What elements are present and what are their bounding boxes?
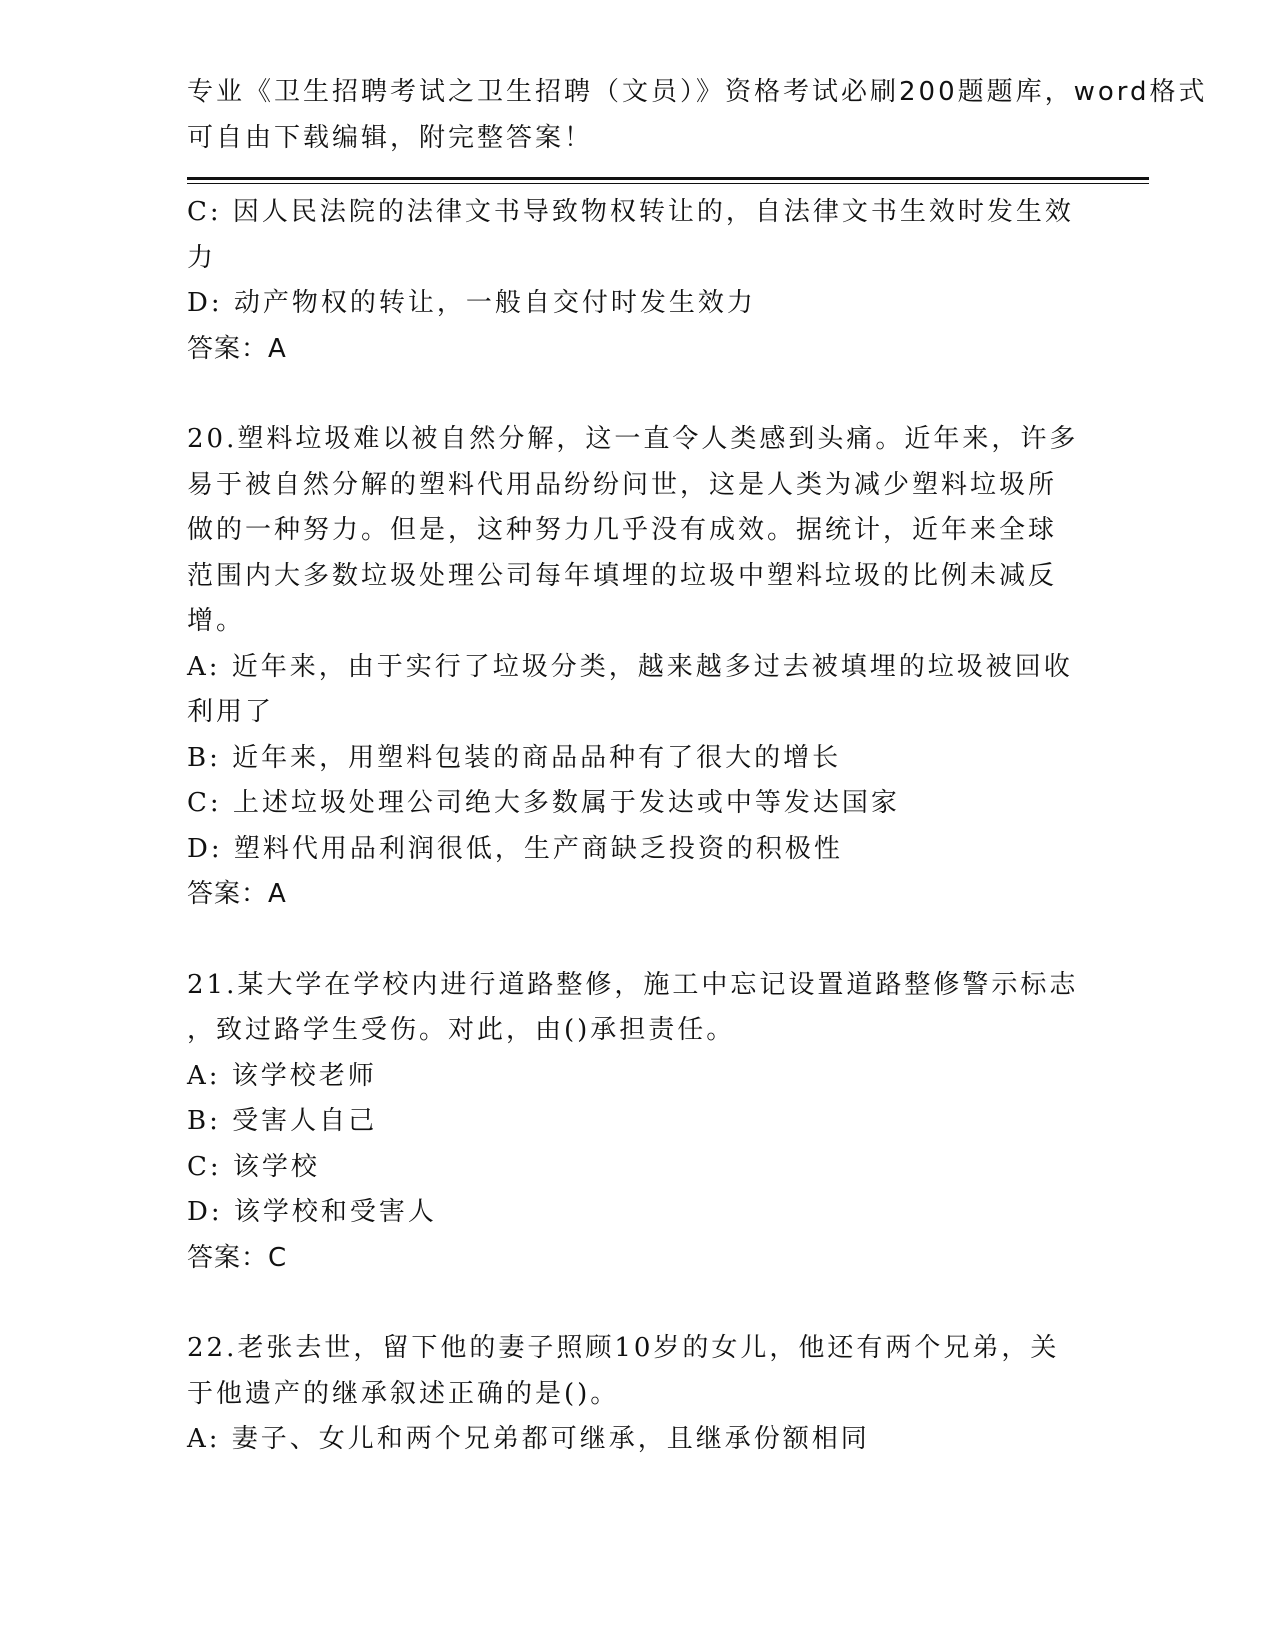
option-d: D: 动产物权的转让，一般自交付时发生效力 xyxy=(187,288,756,318)
header-title-line-1: 专业《卫生招聘考试之卫生招聘（文员）》资格考试必刷200题题库，word格式 xyxy=(187,77,1208,107)
spacer xyxy=(187,918,1087,963)
option-c-line-1: C: 因人民法院的法律文书导致物权转让的，自法律文书生效时发生效 xyxy=(187,197,1074,227)
answer: 答案：A xyxy=(187,333,287,364)
option-c: C: 该学校 xyxy=(187,1151,320,1182)
option-b: B: 近年来，用塑料包装的商品品种有了很大的增长 xyxy=(187,742,842,773)
question-stem-line: 增。 xyxy=(187,606,246,636)
answer: 答案：A xyxy=(187,879,287,909)
question-stem-line: ，致过路学生受伤。对此，由()承担责任。 xyxy=(187,1015,736,1045)
header-divider-thin xyxy=(187,183,1149,184)
option-a-line-2: 利用了 xyxy=(187,697,275,727)
answer: 答案：C xyxy=(187,1242,288,1273)
question-stem-line: 于他遗产的继承叙述正确的是()。 xyxy=(187,1378,620,1409)
option-a: A: 该学校老师 xyxy=(187,1060,377,1091)
question-stem-line: 做的一种努力。但是，这种努力几乎没有成效。据统计，近年来全球 xyxy=(187,515,1058,545)
question-21 xyxy=(187,963,1087,1282)
question-stem-line: 易于被自然分解的塑料代用品纷纷问世，这是人类为减少塑料垃圾所 xyxy=(187,469,1058,500)
header-divider-thick xyxy=(187,177,1149,180)
option-c: C: 上述垃圾处理公司绝大多数属于发达或中等发达国家 xyxy=(187,788,900,818)
header-title-line-2: 可自由下载编辑，附完整答案！ xyxy=(187,122,594,153)
question-stem-line: 20.塑料垃圾难以被自然分解，这一直令人类感到头痛。近年来，许多 xyxy=(187,424,1079,454)
option-d: D: 该学校和受害人 xyxy=(187,1197,437,1227)
spacer xyxy=(187,1281,1087,1326)
option-c-line-2: 力 xyxy=(187,242,217,273)
document-body xyxy=(187,190,1087,1463)
question-19-tail xyxy=(187,190,1087,372)
option-a-line-1: A: 近年来，由于实行了垃圾分类，越来越多过去被填埋的垃圾被回收 xyxy=(187,651,1073,682)
question-22 xyxy=(187,1326,1087,1463)
option-b: B: 受害人自己 xyxy=(187,1106,378,1136)
question-stem-line: 范围内大多数垃圾处理公司每年填埋的垃圾中塑料垃圾的比例未减反 xyxy=(187,560,1058,591)
spacer xyxy=(187,372,1087,417)
question-stem-line: 21.某大学在学校内进行道路整修，施工中忘记设置道路整修警示标志 xyxy=(187,969,1079,1000)
question-20 xyxy=(187,417,1087,918)
option-a: A: 妻子、女儿和两个兄弟都可继承，且继承份额相同 xyxy=(187,1424,870,1454)
option-d: D: 塑料代用品利润很低，生产商缺乏投资的积极性 xyxy=(187,833,843,864)
question-stem-line: 22.老张去世，留下他的妻子照顾10岁的女儿，他还有两个兄弟，关 xyxy=(187,1333,1060,1363)
document-header xyxy=(187,70,1208,161)
